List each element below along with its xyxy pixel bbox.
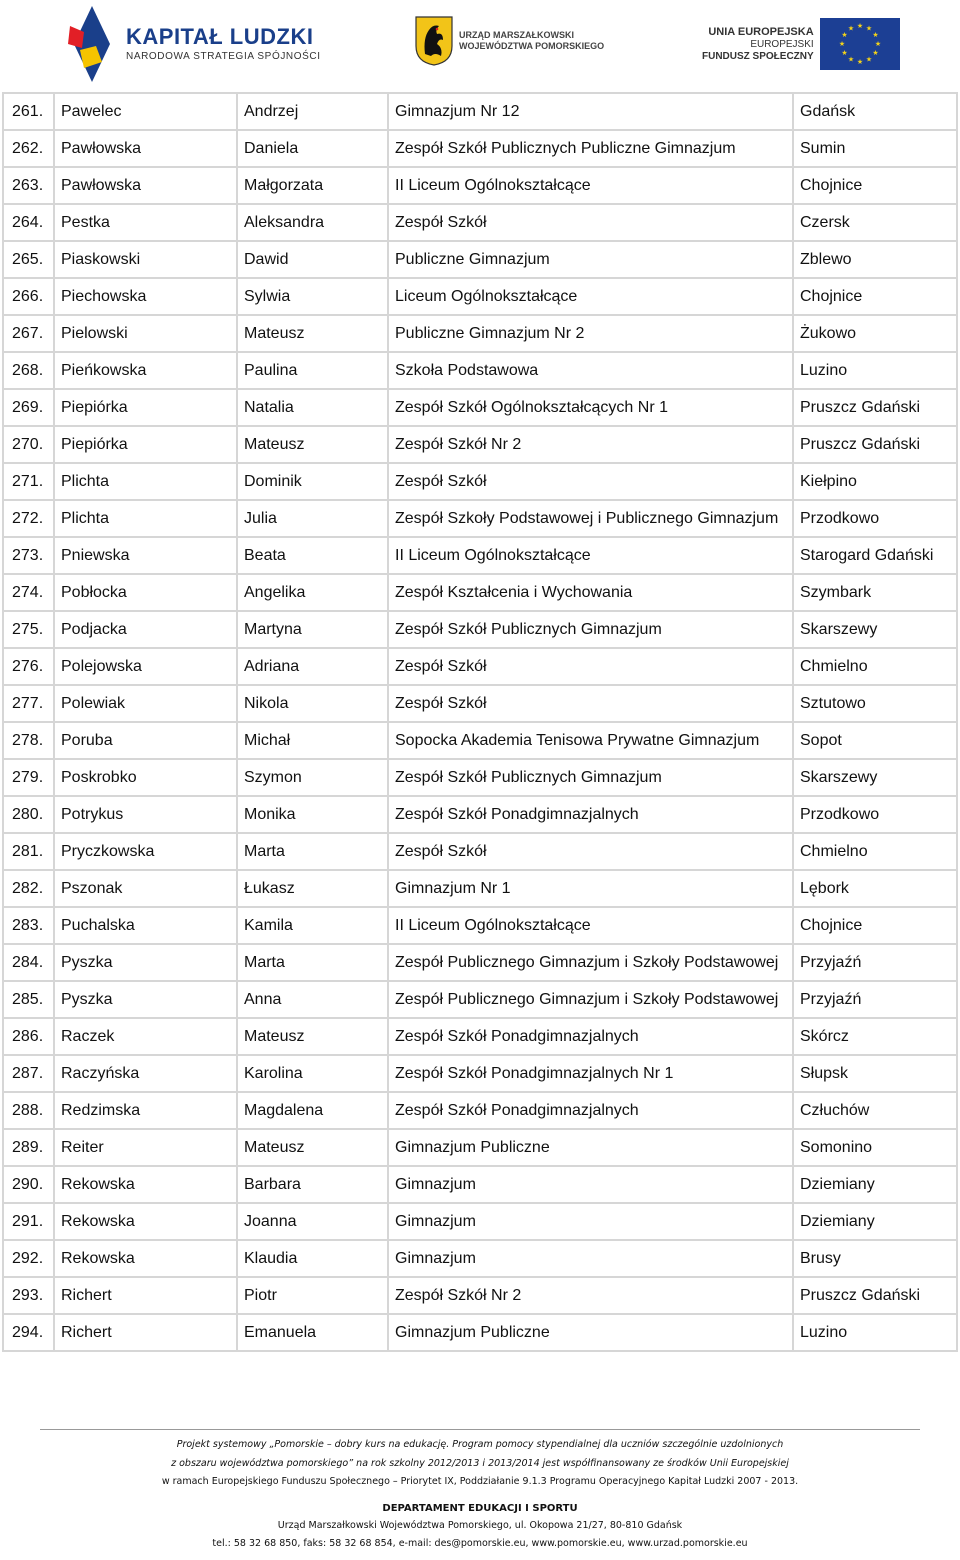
row-number: 282. [3,870,54,907]
city-name: Chojnice [793,167,957,204]
table-row [3,1277,957,1314]
city-name: Luzino [793,1314,957,1351]
table-row [3,648,957,685]
school-name: Liceum Ogólnokształcące [388,278,793,315]
school-name: Zespół Szkół Ponadgimnazjalnych [388,796,793,833]
svg-text:★: ★ [838,40,845,48]
table-row [3,389,957,426]
svg-text:★: ★ [874,40,881,48]
city-name: Chojnice [793,278,957,315]
first-name: Paulina [237,352,388,389]
ue-line-1: UNIA EUROPEJSKA [708,25,814,38]
city-name: Chmielno [793,833,957,870]
footer-address: Urząd Marszałkowski Województwa Pomorskiego, ul. Okopowa 21/27, 80-810 Gdańsk [277,1519,683,1531]
city-name: Przyjaźń [793,944,957,981]
last-name: Redzimska [54,1092,237,1129]
city-name: Zblewo [793,241,957,278]
table-row [3,981,957,1018]
city-name: Dziemiany [793,1166,957,1203]
school-name: Zespół Szkół [388,833,793,870]
row-number: 262. [3,130,54,167]
last-name: Puchalska [54,907,237,944]
city-name: Skarszewy [793,611,957,648]
first-name: Łukasz [237,870,388,907]
city-name: Pruszcz Gdański [793,1277,957,1314]
school-name: Zespół Szkół Ponadgimnazjalnych Nr 1 [388,1055,793,1092]
school-name: Zespół Szkół [388,685,793,722]
row-number: 280. [3,796,54,833]
svg-text:★: ★ [841,49,848,57]
city-name: Przodkowo [793,500,957,537]
school-name: Zespół Szkół Publicznych Gimnazjum [388,759,793,796]
first-name: Adriana [237,648,388,685]
school-name: Zespół Publicznego Gimnazjum i Szkoły Podstawowej [388,981,793,1018]
footer-contact: tel.: 58 32 68 850, faks: 58 32 68 854, e-mail: des@pomorskie.eu, www.pomorskie.eu, www.urzad.pomorskie.eu [212,1538,748,1549]
row-number: 288. [3,1092,54,1129]
table-row [3,759,957,796]
city-name: Starogard Gdański [793,537,957,574]
row-number: 272. [3,500,54,537]
table-row [3,574,957,611]
footer-divider [40,1429,920,1430]
city-name: Somonino [793,1129,957,1166]
city-name: Człuchów [793,1092,957,1129]
footer-project-line-1: Projekt systemowy „Pomorskie – dobry kurs na edukację. Program pomocy stypendialnej dla uczniów szczególnie uzdolnionych [176,1439,784,1450]
svg-text:★: ★ [865,55,872,64]
kapital-ludzki-title: KAPITAŁ LUDZKI [126,24,314,49]
city-name: Chmielno [793,648,957,685]
school-name: Zespół Szkół Ogólnokształcących Nr 1 [388,389,793,426]
city-name: Lębork [793,870,957,907]
table-row [3,1166,957,1203]
last-name: Richert [54,1314,237,1351]
school-name: II Liceum Ogólnokształcące [388,907,793,944]
kapital-ludzki-emblem-icon [62,4,118,84]
row-number: 281. [3,833,54,870]
table-row [3,1018,957,1055]
table-row [3,537,957,574]
last-name: Poruba [54,722,237,759]
row-number: 290. [3,1166,54,1203]
last-name: Rekowska [54,1240,237,1277]
city-name: Słupsk [793,1055,957,1092]
school-name: Gimnazjum [388,1240,793,1277]
last-name: Pawłowska [54,130,237,167]
last-name: Piepiórka [54,389,237,426]
school-name: II Liceum Ogólnokształcące [388,167,793,204]
urzad-marszalkowski-logo [415,14,604,68]
last-name: Richert [54,1277,237,1314]
last-name: Pawelec [54,93,237,130]
row-number: 286. [3,1018,54,1055]
table-row [3,278,957,315]
school-name: Gimnazjum [388,1166,793,1203]
first-name: Marta [237,944,388,981]
svg-text:★: ★ [872,31,879,39]
unia-europejska-logo [702,18,900,70]
last-name: Plichta [54,463,237,500]
last-name: Potrykus [54,796,237,833]
first-name: Daniela [237,130,388,167]
first-name: Dominik [237,463,388,500]
city-name: Dziemiany [793,1203,957,1240]
first-name: Julia [237,500,388,537]
city-name: Gdańsk [793,93,957,130]
row-number: 275. [3,611,54,648]
row-number: 261. [3,93,54,130]
first-name: Mateusz [237,426,388,463]
row-number: 284. [3,944,54,981]
row-number: 285. [3,981,54,1018]
table-row [3,500,957,537]
table-row [3,463,957,500]
first-name: Marta [237,833,388,870]
row-number: 277. [3,685,54,722]
last-name: Pyszka [54,944,237,981]
school-name: Sopocka Akademia Tenisowa Prywatne Gimnazjum [388,722,793,759]
school-name: Zespół Szkół [388,463,793,500]
pomorskie-griffin-shield-icon [415,16,453,66]
last-name: Pyszka [54,981,237,1018]
first-name: Joanna [237,1203,388,1240]
school-name: Publiczne Gimnazjum [388,241,793,278]
city-name: Szymbark [793,574,957,611]
table-row [3,1203,957,1240]
school-name: Zespół Kształcenia i Wychowania [388,574,793,611]
table-row [3,796,957,833]
row-number: 287. [3,1055,54,1092]
row-number: 292. [3,1240,54,1277]
row-number: 279. [3,759,54,796]
last-name: Piaskowski [54,241,237,278]
first-name: Karolina [237,1055,388,1092]
footer-project-line-3: w ramach Europejskiego Funduszu Społecznego – Priorytet IX, Poddziałanie 9.1.3 Programu Operacyjnego Kapitał Ludzki 2007 - 2013. [161,1476,799,1487]
footer-project-line-2: z obszaru województwa pomorskiego” na rok szkolny 2012/2013 i 2013/2014 jest współfinansowany ze środków Unii Europejskiej [171,1457,789,1469]
first-name: Magdalena [237,1092,388,1129]
last-name: Pobłocka [54,574,237,611]
last-name: Pestka [54,204,237,241]
first-name: Natalia [237,389,388,426]
school-name: II Liceum Ogólnokształcące [388,537,793,574]
first-name: Aleksandra [237,204,388,241]
last-name: Plichta [54,500,237,537]
last-name: Piepiórka [54,426,237,463]
scholarship-roster-table [2,92,958,1352]
city-name: Skórcz [793,1018,957,1055]
city-name: Pruszcz Gdański [793,389,957,426]
table-row [3,315,957,352]
city-name: Chojnice [793,907,957,944]
first-name: Mateusz [237,1129,388,1166]
row-number: 270. [3,426,54,463]
svg-text:★: ★ [847,24,854,33]
table-row [3,93,957,130]
city-name: Sopot [793,722,957,759]
row-number: 276. [3,648,54,685]
school-name: Zespół Szkół Nr 2 [388,426,793,463]
table-row [3,352,957,389]
school-name: Zespół Publicznego Gimnazjum i Szkoły Podstawowej [388,944,793,981]
table-row [3,907,957,944]
city-name: Sumin [793,130,957,167]
school-name: Gimnazjum Nr 12 [388,93,793,130]
school-name: Publiczne Gimnazjum Nr 2 [388,315,793,352]
school-name: Zespół Szkół [388,204,793,241]
city-name: Przodkowo [793,796,957,833]
svg-text:★: ★ [856,22,863,30]
row-number: 289. [3,1129,54,1166]
first-name: Mateusz [237,315,388,352]
ue-line-3: FUNDUSZ SPOŁECZNY [702,50,814,62]
school-name: Szkoła Podstawowa [388,352,793,389]
city-name: Luzino [793,352,957,389]
row-number: 293. [3,1277,54,1314]
last-name: Piechowska [54,278,237,315]
school-name: Zespół Szkół [388,648,793,685]
city-name: Czersk [793,204,957,241]
last-name: Pawłowska [54,167,237,204]
row-number: 273. [3,537,54,574]
table-row [3,130,957,167]
first-name: Klaudia [237,1240,388,1277]
table-row [3,870,957,907]
last-name: Raczek [54,1018,237,1055]
last-name: Reiter [54,1129,237,1166]
table-row [3,241,957,278]
school-name: Zespół Szkół Ponadgimnazjalnych [388,1092,793,1129]
row-number: 291. [3,1203,54,1240]
row-number: 294. [3,1314,54,1351]
row-number: 269. [3,389,54,426]
row-number: 263. [3,167,54,204]
first-name: Mateusz [237,1018,388,1055]
first-name: Monika [237,796,388,833]
school-name: Gimnazjum Nr 1 [388,870,793,907]
school-name: Zespół Szkół Ponadgimnazjalnych [388,1018,793,1055]
footer-department: DEPARTAMENT EDUKACJI I SPORTU [382,1502,578,1514]
city-name: Sztutowo [793,685,957,722]
school-name: Zespół Szkół Nr 2 [388,1277,793,1314]
row-number: 264. [3,204,54,241]
first-name: Andrzej [237,93,388,130]
school-name: Gimnazjum [388,1203,793,1240]
city-name: Kiełpino [793,463,957,500]
last-name: Rekowska [54,1203,237,1240]
svg-text:★: ★ [841,31,848,39]
svg-text:★: ★ [856,58,863,66]
first-name: Martyna [237,611,388,648]
first-name: Angelika [237,574,388,611]
table-row [3,1129,957,1166]
first-name: Beata [237,537,388,574]
table-row [3,944,957,981]
last-name: Pielowski [54,315,237,352]
row-number: 266. [3,278,54,315]
page-footer [0,1436,960,1554]
first-name: Piotr [237,1277,388,1314]
svg-text:★: ★ [872,49,879,57]
svg-text:★: ★ [865,24,872,33]
table-row [3,1240,957,1277]
first-name: Kamila [237,907,388,944]
row-number: 265. [3,241,54,278]
city-name: Żukowo [793,315,957,352]
first-name: Michał [237,722,388,759]
table-row [3,1092,957,1129]
last-name: Pryczkowska [54,833,237,870]
table-row [3,167,957,204]
urzad-line-2: WOJEWÓDZTWA POMORSKIEGO [459,41,605,51]
row-number: 267. [3,315,54,352]
table-row [3,833,957,870]
svg-text:★: ★ [847,55,854,64]
last-name: Pieńkowska [54,352,237,389]
first-name: Szymon [237,759,388,796]
first-name: Sylwia [237,278,388,315]
school-name: Zespół Szkół Publicznych Gimnazjum [388,611,793,648]
first-name: Nikola [237,685,388,722]
last-name: Poskrobko [54,759,237,796]
last-name: Podjacka [54,611,237,648]
first-name: Emanuela [237,1314,388,1351]
table-row [3,426,957,463]
school-name: Gimnazjum Publiczne [388,1129,793,1166]
last-name: Pniewska [54,537,237,574]
kapital-ludzki-logo [62,4,321,84]
table-row [3,722,957,759]
table-row [3,204,957,241]
city-name: Przyjaźń [793,981,957,1018]
row-number: 271. [3,463,54,500]
logo-bar [0,0,960,92]
last-name: Rekowska [54,1166,237,1203]
last-name: Pszonak [54,870,237,907]
city-name: Pruszcz Gdański [793,426,957,463]
first-name: Dawid [237,241,388,278]
first-name: Małgorzata [237,167,388,204]
table-row [3,1055,957,1092]
row-number: 268. [3,352,54,389]
school-name: Zespół Szkoły Podstawowej i Publicznego Gimnazjum [388,500,793,537]
table-row [3,685,957,722]
row-number: 274. [3,574,54,611]
school-name: Zespół Szkół Publicznych Publiczne Gimnazjum [388,130,793,167]
city-name: Skarszewy [793,759,957,796]
last-name: Polejowska [54,648,237,685]
table-row [3,1314,957,1351]
table-row [3,611,957,648]
school-name: Gimnazjum Publiczne [388,1314,793,1351]
first-name: Anna [237,981,388,1018]
eu-flag-icon [820,18,900,70]
kapital-ludzki-subtitle: NARODOWA STRATEGIA SPÓJNOŚCI [126,51,321,62]
city-name: Brusy [793,1240,957,1277]
last-name: Raczyńska [54,1055,237,1092]
row-number: 278. [3,722,54,759]
row-number: 283. [3,907,54,944]
last-name: Polewiak [54,685,237,722]
ue-line-2: EUROPEJSKI [750,38,814,50]
first-name: Barbara [237,1166,388,1203]
urzad-line-1: URZĄD MARSZAŁKOWSKI [459,30,574,40]
